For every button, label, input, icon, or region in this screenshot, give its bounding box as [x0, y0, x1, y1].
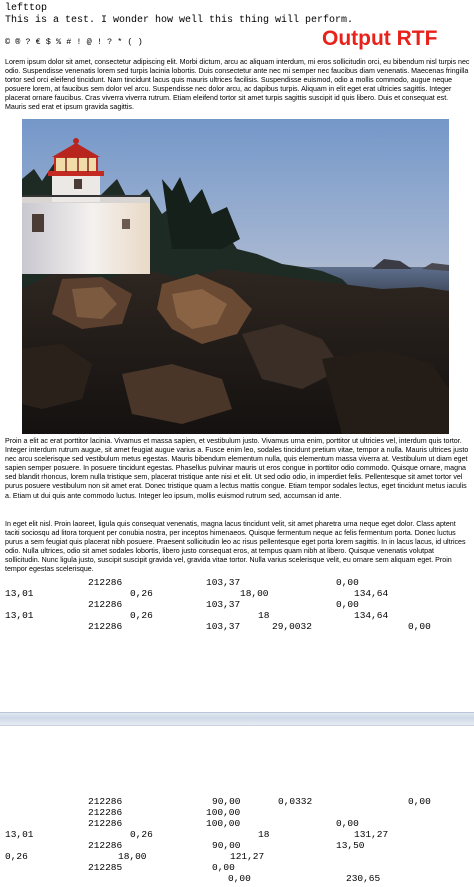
paragraph-in-eget: In eget elit nisl. Proin laoreet, ligula quis consequat venenatis, magna lacus tincidunt velit, sit amet pharetra urna neque eget dolor. Class aptent taciti sociosqu ad litora torquent per conubia nostra, per inceptos himenaeos. Quisque fermentum neque ac felis fermentum porta. Donec luctus purus a sem feugiat quis placerat nibh posuere. Praesent sollicitudin leo ac risus pellentesque eget porta lorem sagittis. In in lacus lacus, id ultrices odio. Nulla ultrices, odio sit amet sodales lobortis, libero justo consequat eros, at tempus quam nibh at libero. Quisque venenatis volutpat sollicitudin. Nunc ligula justo, suscipit suscipit gravida vel, gravida vitae tortor. Nulla varius scelerisque velit, eu ornare sem aliquam eget. Proin tempor egestas scelerisque. [5, 520, 466, 574]
header-line-symbols: © ® ? € $ % # ! @ ! ? * ( ) [5, 37, 143, 47]
table-cell: 0,26 [130, 829, 153, 840]
table-cell: 0,26 [130, 610, 153, 621]
table-cell: 0,00 [408, 796, 431, 807]
table-cell: 230,65 [346, 873, 381, 884]
page-break-band [0, 712, 474, 726]
lighthouse-photo [22, 119, 449, 434]
table-cell: 131,27 [354, 829, 389, 840]
table-cell: 134,64 [354, 610, 389, 621]
table-cell: 134,64 [354, 588, 389, 599]
table-cell: 18 [258, 610, 270, 621]
table-cell: 103,37 [206, 599, 241, 610]
table-cell: 0,00 [228, 873, 251, 884]
table-cell: 212286 [88, 577, 123, 588]
table-cell: 0,00 [336, 577, 359, 588]
table-cell: 212285 [88, 862, 123, 873]
paragraph-proin: Proin a elit ac erat porttitor lacinia. Vivamus et massa sapien, et vestibulum justo. Vivamus urna enim, porttitor ut ultricies vel, interdum quis tortor. Integer interdum rutrum augue, sit amet feugiat augue varius a. Fusce enim leo, sodales tincidunt pretium vitae, tempor a nulla. Mauris ultrices justo nec arcu scelerisque sed vestibulum metus egestas. Mauris bibendum elementum nulla, quis elementum massa viverra at. Vestibulum ut diam eget sapien semper posuere. In posuere tincidunt egestas. Phasellus pulvinar mauris ut eros congue in porttitor odio commodo. Quisque ornare, magna sed blandit rhoncus, lorem nulla tristique sem, placerat tristique ante nisi et elit. Ut sed odio odio, in imperdiet felis. Pellentesque sit amet tortor vel purus posuere vestibulum non sit amet erat. Donec tristique quam a lectus mattis congue. Etiam tempor sodales lectus, eget tincidunt metus iaculis a. Etiam ut dui quis ante commodo luctus. Integer leo ipsum, mollis euismod rutrum sed, accumsan id ante. [5, 437, 469, 500]
table-cell: 13,01 [5, 588, 34, 599]
header-line-lefttop: lefttop [5, 3, 48, 14]
paragraph-lorem-ipsum: Lorem ipsum dolor sit amet, consectetur adipiscing elit. Morbi dictum, arcu ac aliquam interdum, mi eros sollicitudin orci, eu bibendum nisl turpis nec odio. Suspendisse venenatis lorem sed turpis lacinia lobortis. Duis consectetur ante nec mi semper nec faucibus diam venenatis. Maecenas fringilla tortor sed orci eleifend tincidunt. Nam tincidunt lacus quis mauris ultrices facilisis. Suspendisse euismod, odio a mollis commodo, augue neque posuere lorem, at faucibus sem dolor vel arcu. Suspendisse nec dolor arcu, ac dapibus turpis. Aliquam in elit eget erat ultricies sagittis. Integer placerat ornare faucibus. Cras viverra viverra rutrum. Etiam eleifend tortor sit amet turpis sagittis suscipit id quis libero. Duis et consequat est. Mauris sed erat et ipsum gravida sagittis. [5, 58, 470, 112]
table-cell: 212286 [88, 818, 123, 829]
table-cell: 90,00 [212, 840, 241, 851]
table-cell: 212286 [88, 621, 123, 632]
table-cell: 0,26 [5, 851, 28, 862]
header-line-test-sentence: This is a test. I wonder how well this thing will perform. [5, 15, 354, 26]
table-cell: 18,00 [118, 851, 147, 862]
table-cell: 18,00 [240, 588, 269, 599]
table-cell: 13,01 [5, 829, 34, 840]
table-cell: 13,50 [336, 840, 365, 851]
table-cell: 0,00 [336, 599, 359, 610]
output-rtf-title: Output RTF [322, 27, 438, 50]
table-cell: 103,37 [206, 621, 241, 632]
table-cell: 103,37 [206, 577, 241, 588]
table-cell: 212286 [88, 796, 123, 807]
table-cell: 90,00 [212, 796, 241, 807]
table-cell: 13,01 [5, 610, 34, 621]
table-cell: 212286 [88, 599, 123, 610]
table-cell: 121,27 [230, 851, 265, 862]
table-cell: 212286 [88, 840, 123, 851]
table-cell: 0,0332 [278, 796, 313, 807]
table-cell: 0,26 [130, 588, 153, 599]
table-cell: 18 [258, 829, 270, 840]
table-cell: 0,00 [336, 818, 359, 829]
table-cell: 29,0032 [272, 621, 312, 632]
table-cell: 0,00 [212, 862, 235, 873]
table-cell: 212286 [88, 807, 123, 818]
table-cell: 0,00 [408, 621, 431, 632]
table-cell: 100,00 [206, 807, 241, 818]
table-cell: 100,00 [206, 818, 241, 829]
